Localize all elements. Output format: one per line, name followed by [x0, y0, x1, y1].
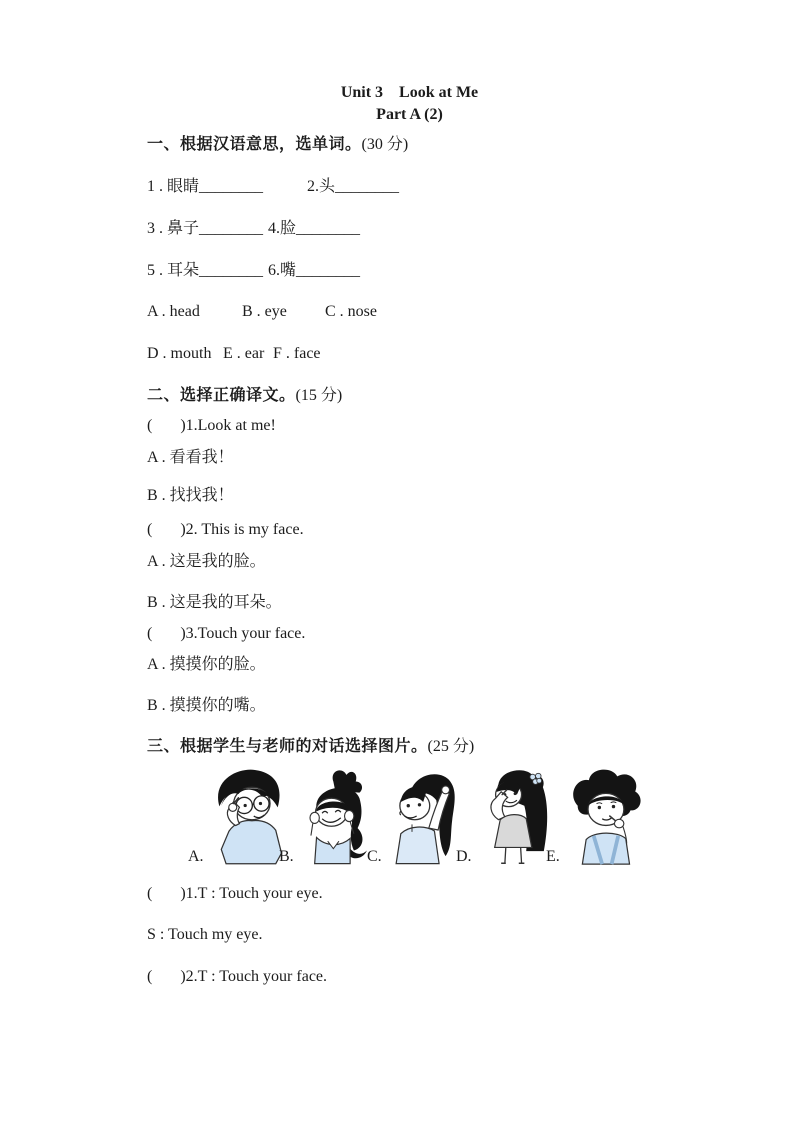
option-f-face: F . face: [273, 345, 321, 362]
page-subtitle: Part A (2): [376, 106, 443, 123]
dialog-line-3: ( )2.T : Touch your face.: [147, 968, 328, 985]
word-blank-2: 2.头________: [307, 178, 400, 195]
picture-row: [0, 760, 793, 872]
picture-option-e: [546, 766, 648, 866]
option-a-head: A . head: [147, 303, 200, 320]
dialog-line-2: S : Touch my eye.: [147, 926, 263, 943]
word-row-2: [147, 219, 360, 238]
page-title: Unit 3 Look at Me: [340, 84, 479, 101]
q1-option-a: A . 看看我！: [147, 449, 234, 466]
q2-option-b: B . 这是我的耳朵。: [147, 594, 282, 611]
boy-curly-hair-touch-mouth-illustration: [562, 766, 648, 866]
dialog-line-1: ( )1.T : Touch your eye.: [147, 885, 323, 902]
section-three-heading: [147, 737, 474, 756]
q1-stem: ( )1.Look at me!: [147, 417, 276, 434]
option-e-ear: E . ear: [223, 345, 265, 362]
word-blank-1: 1 . 眼睛________: [147, 178, 264, 195]
picture-option-a: [188, 764, 292, 866]
section-one-heading-text: 一、根据汉语意思，选单词。: [147, 136, 362, 153]
q3-option-a: A . 摸摸你的脸。: [147, 656, 266, 673]
section-three-score: (25 分): [427, 738, 475, 755]
word-options-row-2: [147, 344, 321, 363]
q2-stem: ( )2. This is my face.: [147, 521, 304, 538]
picture-c-label: C.: [367, 848, 382, 865]
word-blank-5: 5 . 耳朵________: [147, 262, 264, 279]
picture-option-d: [456, 764, 558, 866]
word-row-3: [147, 261, 360, 280]
girl-flower-touch-eye-illustration: [474, 764, 558, 866]
q2-option-a: A . 这是我的脸。: [147, 553, 266, 570]
picture-option-c: [367, 766, 468, 866]
picture-d-label: D.: [456, 848, 472, 865]
word-blank-4: 4.脸________: [268, 220, 361, 237]
section-one-heading: [147, 135, 408, 154]
picture-option-b: [279, 766, 380, 866]
picture-e-label: E.: [546, 848, 560, 865]
word-blank-6: 6.嘴________: [268, 262, 361, 279]
section-three-heading-text: 三、根据学生与老师的对话选择图片。: [147, 738, 428, 755]
q3-option-b: B . 摸摸你的嘴。: [147, 697, 266, 714]
section-two-score: (15 分): [295, 387, 343, 404]
option-c-nose: C . nose: [325, 303, 377, 320]
word-options-row-1: [147, 302, 377, 321]
picture-a-label: A.: [188, 848, 204, 865]
q1-option-b: B . 找找我！: [147, 487, 234, 504]
picture-b-label: B.: [279, 848, 294, 865]
section-two-heading-text: 二、选择正确译文。: [147, 387, 296, 404]
section-one-score: (30 分): [361, 136, 409, 153]
option-b-eye: B . eye: [242, 303, 287, 320]
option-d-mouth: D . mouth: [147, 345, 212, 362]
word-row-1: [147, 177, 399, 196]
q3-stem: ( )3.Touch your face.: [147, 625, 306, 642]
section-two-heading: [147, 386, 342, 405]
word-blank-3: 3 . 鼻子________: [147, 220, 264, 237]
